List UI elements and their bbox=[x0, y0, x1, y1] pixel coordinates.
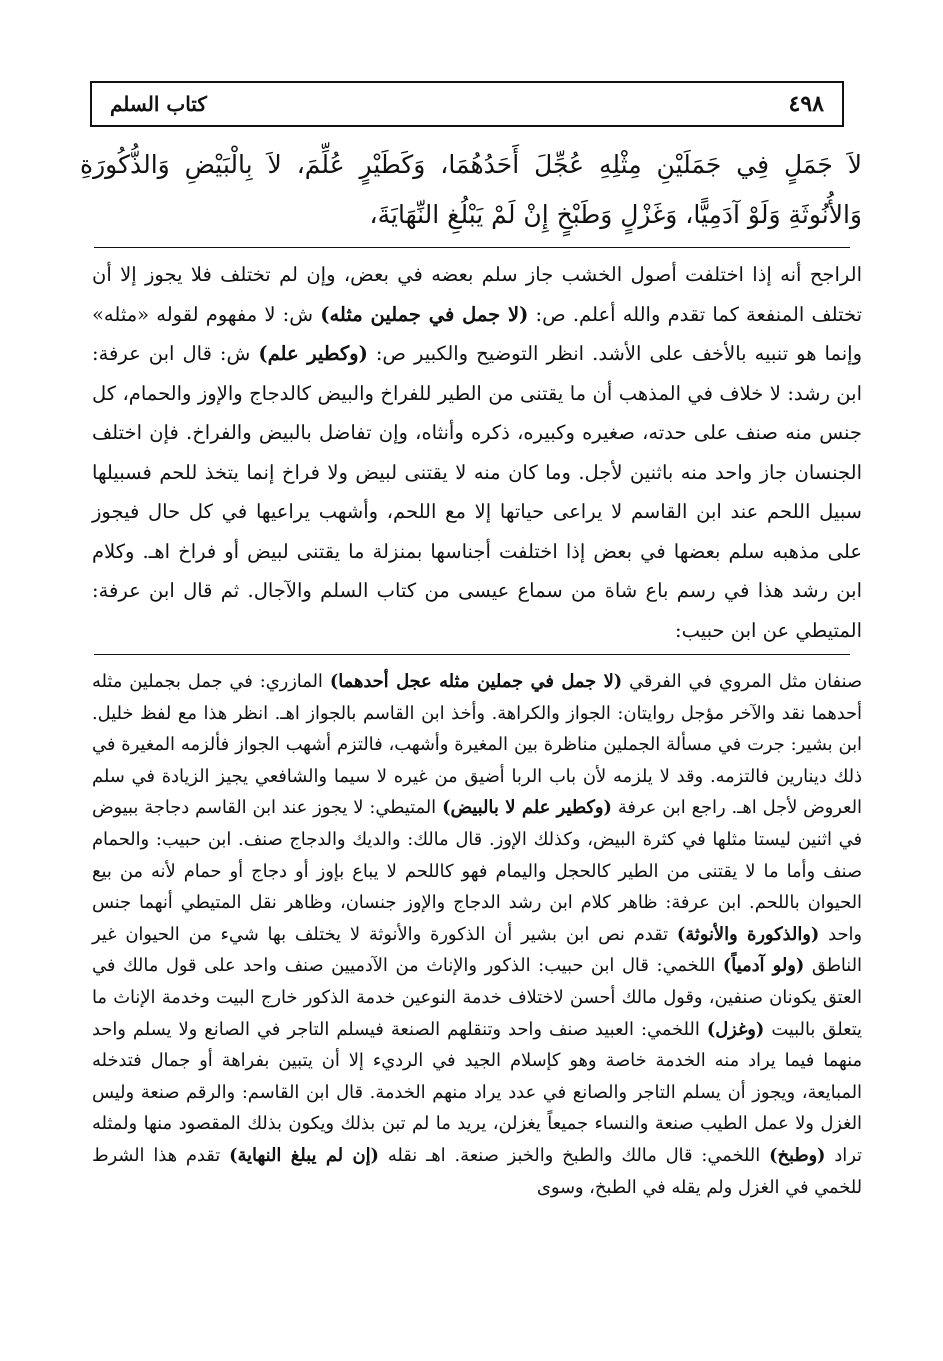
hashiya-quote: (ولو آدمياً) bbox=[722, 955, 805, 977]
hashiya-quote: (وغزل) bbox=[706, 1018, 765, 1040]
hashiya-text: تقدم هذا الشرط للخمي في الغزل ولم يقله في الطبخ، وسوى bbox=[92, 1144, 862, 1198]
sharh-quote: (وكطير علم) bbox=[258, 342, 368, 365]
hashiya-text: المازري: في جمل بجملين مثله أحدهما نقد والآخر مؤجل روايتان: الجواز والكراهة. وأخذ ابن القاسم بالجواز اهـ. انظر هذا مع لفظ خليل. ابن بشير: جرت في مسألة الجملين مناظرة بين المغيرة وأشهب، فالتزم أشهب الجواز فألزمه المغيرة في ذلك دينارين فالتزمه. وقد لا يلزمه لأن باب الربا أضيق من غيره لا سيما والشافعي يجيز الزيادة في سلم العروض لأجل اهـ. راجع ابن عرفة bbox=[92, 671, 862, 819]
hashiya-text: اللخمي: العبيد صنف واحد وتنقلهم الصنعة فيسلم التاجر في الصانع ولا يسلم واحد منهما فيما يراد منه الخدمة خاصة وهو كإسلام الجيد في الرديء إلا أن يتبين بفراهة أو جمال فتدخله المبايعة، ويجوز أن يسلم التاجر والصانع في عدد يراد منهم الخدمة. قال ابن القاسم: والرقم صنعة وليس الغزل ولا عمل الطيب صنعة والنساء جميعاً يغزلن، يريد ما لم تبن بذلك ويكون بذلك المقصود منها ولمثله تراد bbox=[92, 1018, 862, 1166]
hashiya-quote: (والذكورة والأنوثة) bbox=[676, 923, 820, 945]
hashiya-quote: (لا جمل في جملين مثله عجل أحدهما) bbox=[329, 671, 623, 692]
hashiya-text: اللخمي: قال ابن حبيب: الذكور والإناث من الآدميين صنف واحد على قول مالك في العتق يكونان صنفين، وقول مالك أحسن لاختلاف خدمة النوعين خدمة الذكور خارج البيت وخدمة الإناث ما يتعلق بالبيت bbox=[92, 955, 863, 1040]
page-number: ٤٩٨ bbox=[788, 91, 824, 117]
hashiya-footnotes bbox=[92, 666, 862, 1203]
hashiya-quote: (وكطير علم لا بالبيض) bbox=[442, 797, 612, 819]
sharh-text: الراجح أنه إذا اختلفت أصول الخشب جاز سلم بعضه في بعض، وإن لم تختلف فلا يجوز إلا أن تختلف المنفعة كما تقدم والله أعلم. ص: bbox=[92, 263, 862, 326]
matn-text: لاَ جَمَلٍ فِي جَمَلَيْنِ مِثْلِهِ عُجِّلَ أَحَدُهُمَا، وَكَطَيْرٍ عُلِّمَ، لاَ بِالْبَيْضِ وَالذُّكُورَةِ وَالأُنُوثَةِ وَلَوْ آدَمِيًّا، وَغَزْلٍ وَطَبْخٍ إِنْ لَمْ يَبْلُغِ النِّهَايَةَ، bbox=[80, 150, 862, 229]
sharh-text: ش: قال ابن عرفة: ابن رشد: لا خلاف في المذهب أن ما يقتنى من الطير للفراخ والبيض كالدجاج والإوز والحمام، كل جنس منه صنف على حدته، صغيره وكبيره، ذكره وأنثاه، وإن تفاضل بالبيض والفراخ. فإن اختلف الجنسان جاز واحد منه باثنين لأجل. وما كان منه لا يقتنى لبيض ولا فراخ إنما يتخذ للحم فسبيلها سبيل اللحم عند ابن القاسم لا يراعى حياتها إلا مع اللحم، وأشهب يراعيها في كل حال فيجوز على مذهبه سلم بعضها في بعض إذا اختلفت أجناسها بمنزلة ما يقتنى لبيض أو فراخ اهـ. وكلام ابن رشد هذا في رسم باع شاة من سماع عيسى من كتاب السلم والآجال. ثم قال ابن عرفة: المتيطي عن ابن حبيب: bbox=[92, 342, 862, 642]
hashiya-quote: (إن لم يبلغ النهاية) bbox=[229, 1144, 379, 1166]
hashiya-text: المتيطي: لا يجوز عند ابن القاسم دجاجة ببيوض في اثنين ليستا مثلها في كثرة البيض، وكذلك الإوز. قال مالك: والديك والدجاج صنف. ابن حبيب: والحمام صنف وأما ما لا يقتنى من الطير كالحجل واليمام فهو كاللحم لا يباع بإوز أو دجاج أو حمام لأنه من بيع الحيوان باللحم. ابن عرفة: ظاهر كلام ابن رشد الدجاج والإوز جنسان، وظاهر نقل المتيطي أنهما جنس واحد bbox=[92, 797, 862, 945]
matn-text-block bbox=[80, 140, 862, 240]
page-header bbox=[90, 81, 844, 127]
hashiya-paragraph bbox=[92, 666, 862, 1203]
book-title: كتاب السلم bbox=[110, 92, 207, 116]
sharh-quote: (لا جمل في جملين مثله) bbox=[320, 302, 529, 326]
hashiya-quote: (وطبخ) bbox=[769, 1144, 826, 1166]
hashiya-text: تقدم نص ابن بشير أن الذكورة والأنوثة لا يختلف بها شيء من الحيوان غير الناطق bbox=[92, 923, 862, 977]
sharh-text: ش: لا مفهوم لقوله «مثله» وإنما هو تنبيه بالأخف على الأشد. انظر التوضيح والكبير ص: bbox=[92, 302, 863, 365]
divider-line bbox=[94, 654, 850, 655]
hashiya-text: اللخمي: قال مالك والطبخ والخبز صنعة. اهـ نقله bbox=[378, 1144, 770, 1166]
hashiya-text: صنفان مثل المروي في الفرقي bbox=[622, 671, 863, 692]
sharh-paragraph bbox=[92, 255, 862, 650]
sharh-commentary bbox=[92, 255, 862, 650]
divider-line bbox=[94, 247, 850, 248]
